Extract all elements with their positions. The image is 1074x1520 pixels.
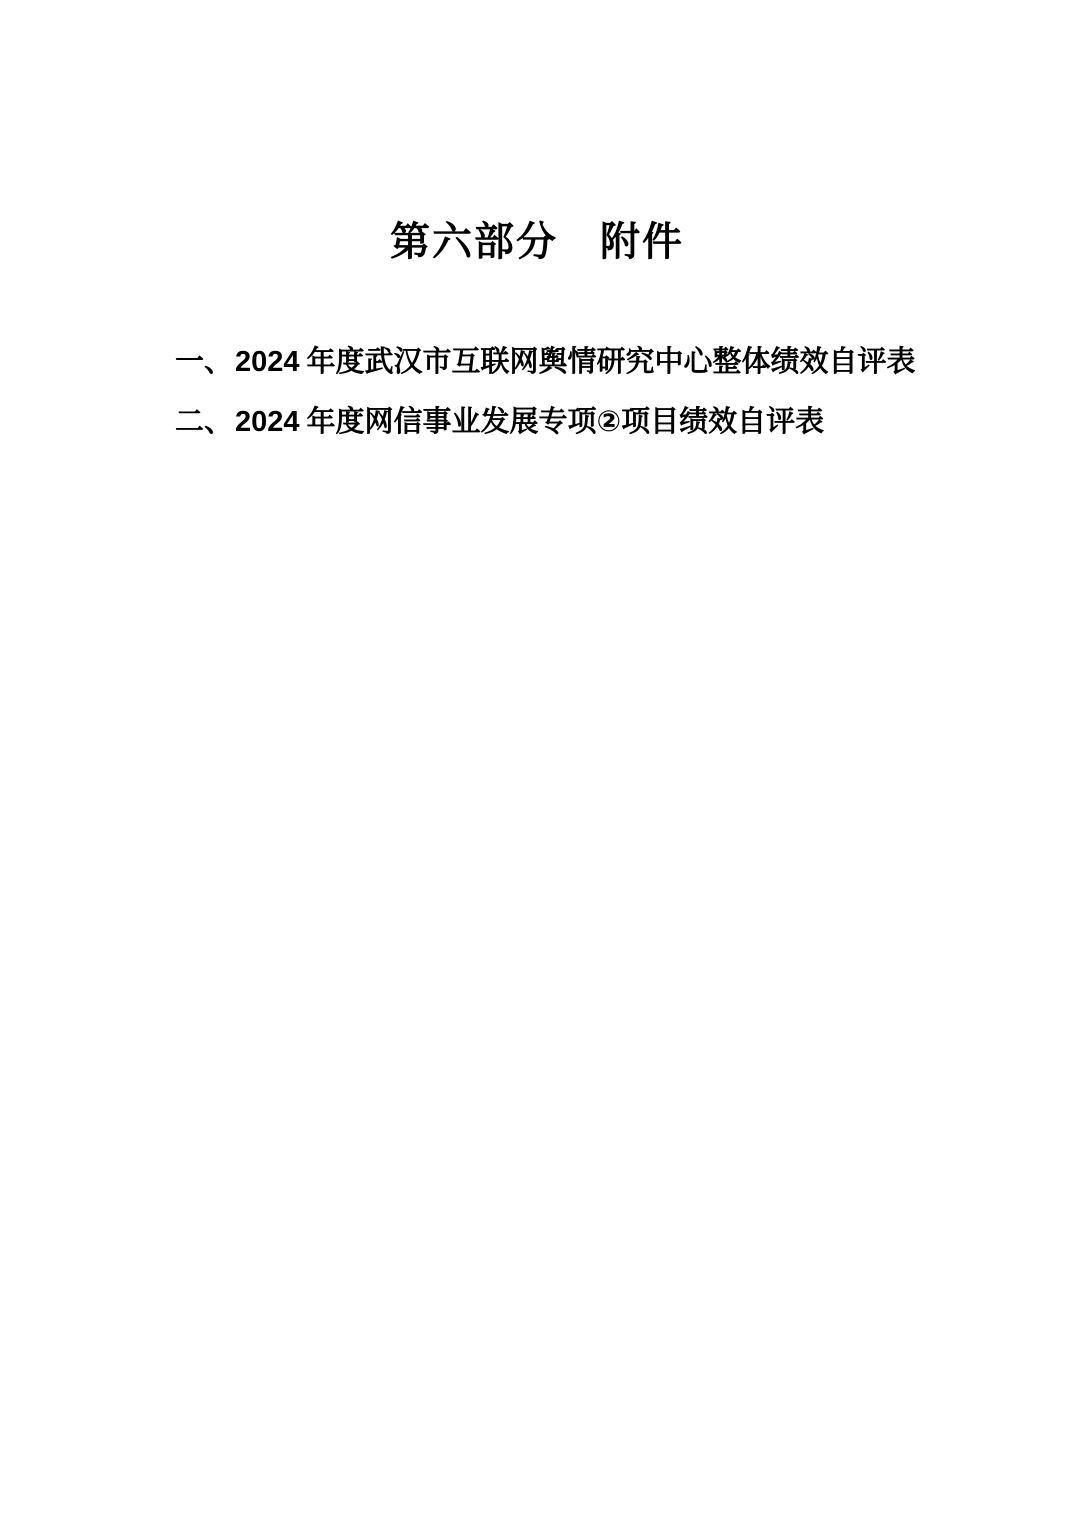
list-item-text: 年度武汉市互联网舆情研究中心整体绩效自评表	[306, 346, 916, 378]
page-title: 第六部分 附件	[390, 220, 684, 264]
list-item-year: 2024	[235, 346, 300, 378]
list-item	[175, 392, 975, 452]
list-item-marker: 一、	[175, 346, 234, 378]
list-item-marker: 二、	[175, 406, 234, 438]
list-item-text: 年度网信事业发展专项②项目绩效自评表	[306, 406, 825, 438]
list-item-year: 2024	[235, 406, 300, 438]
attachment-list	[175, 332, 975, 452]
list-item	[175, 332, 975, 392]
